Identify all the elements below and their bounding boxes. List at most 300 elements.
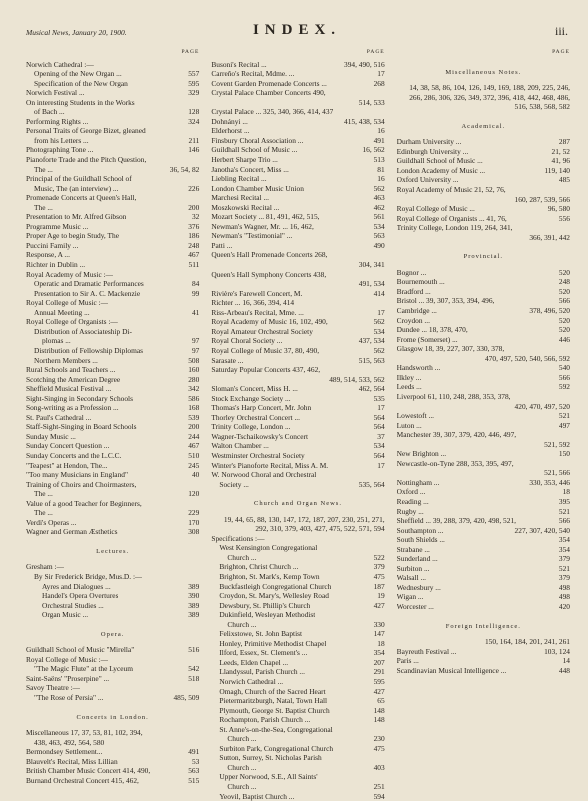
- entry-title: Burnand Orchestral Concert 415, 462,: [26, 775, 139, 785]
- index-entry: [211, 582, 384, 592]
- entry-pages: [566, 392, 570, 402]
- entry-pages: 420: [558, 601, 570, 611]
- entry-title: Opening of the New Organ ...: [34, 69, 122, 79]
- entry-title: Northern Members ...: [34, 355, 98, 365]
- index-entry: [26, 470, 199, 480]
- entry-pages: 521, 592: [544, 439, 570, 449]
- index-entry: [211, 461, 384, 471]
- entry-pages: 342: [188, 384, 200, 394]
- entry-pages: 18: [562, 487, 570, 497]
- entry-pages: 268: [373, 78, 385, 88]
- index-column-3: [397, 48, 570, 801]
- index-entry: [26, 165, 199, 175]
- index-entry: [26, 279, 199, 289]
- index-entry: [26, 231, 199, 241]
- entry-title: Operatic and Dramatic Performances: [34, 279, 144, 289]
- entry-title: Royal College of Music :—: [26, 654, 109, 664]
- entry-title: Nottingham ...: [396, 477, 440, 487]
- index-entry: [211, 203, 384, 213]
- entry-pages: [381, 470, 385, 480]
- entry-pages: 160: [188, 365, 200, 375]
- index-entry: [397, 647, 570, 657]
- entry-title: Surbiton ...: [396, 563, 430, 573]
- index-entry: [211, 772, 384, 782]
- entry-title: South Shields ...: [396, 535, 445, 545]
- index-entry: [26, 317, 199, 327]
- page-number: iii.: [554, 24, 568, 38]
- entry-title: Brighton, Christ Church ...: [219, 562, 299, 572]
- index-entry: [26, 327, 199, 337]
- entry-pages: 564: [373, 422, 385, 432]
- index-entry: [26, 98, 199, 108]
- index-entry: [397, 382, 570, 392]
- entry-title: Brighton, St. Mark's, Kemp Town: [219, 571, 320, 581]
- entry-title: Promenade Concerts at Queen's Hall,: [26, 193, 137, 203]
- entry-pages: 595: [373, 677, 385, 686]
- entry-pages: 415, 438, 534: [344, 116, 385, 126]
- entry-pages: 437, 534: [358, 336, 385, 346]
- entry-pages: 200: [188, 422, 200, 432]
- entry-title: Gresham :—: [26, 562, 64, 572]
- entry-pages: 539: [188, 412, 200, 422]
- index-entry: [397, 335, 570, 345]
- entry-title: Omagh, Church of the Sacred Heart: [219, 686, 326, 696]
- index-entry: [211, 620, 384, 630]
- index-entry: [26, 270, 199, 280]
- entry-title: Dundee ... 18, 378, 470,: [396, 325, 468, 335]
- index-entry: [211, 696, 384, 706]
- entry-pages: 446: [558, 334, 570, 344]
- index-entry: [26, 403, 199, 413]
- index-entry: [211, 317, 384, 327]
- entry-pages: 41, 96: [551, 156, 570, 166]
- entry-pages: 497: [558, 420, 570, 430]
- index-entry: [26, 693, 199, 703]
- index-entry: [26, 413, 199, 423]
- entry-pages: 427: [373, 686, 385, 696]
- index-entry: [397, 185, 570, 195]
- index-entry: [211, 451, 384, 461]
- entry-pages: [195, 298, 199, 308]
- entry-pages: 467: [188, 441, 200, 451]
- entry-pages: 244: [188, 431, 200, 441]
- entry-title: Croydon, St. Mary's, Wellesley Road: [219, 591, 329, 601]
- entry-pages: [195, 728, 199, 738]
- index-entry: [397, 487, 570, 497]
- index-entry: [211, 365, 384, 375]
- entry-pages: 150: [558, 449, 570, 459]
- index-entry: [397, 573, 570, 583]
- entry-pages: 36, 54, 82: [169, 164, 200, 174]
- index-entry: [397, 316, 570, 326]
- entry-title: Pianoforte Trade and the Pitch Question,: [26, 155, 147, 165]
- index-entry: [211, 413, 384, 423]
- entry-pages: 248: [188, 240, 200, 250]
- index-entry: [397, 268, 570, 278]
- index-entry: [211, 98, 384, 108]
- page-title: INDEX.: [252, 22, 342, 38]
- entry-pages: 65: [377, 696, 385, 706]
- entry-title: Royal College of Organists :—: [26, 317, 118, 327]
- entry-pages: [195, 327, 199, 337]
- index-entry: [211, 480, 384, 490]
- index-entry: [211, 394, 384, 404]
- entry-title: Sunday Concert Question ...: [26, 441, 110, 451]
- index-entry: [397, 526, 570, 536]
- entry-title: Personal Traits of George Bizet, gleaned: [26, 126, 146, 136]
- entry-pages: 354: [373, 648, 385, 658]
- entry-title: The ...: [34, 164, 53, 174]
- entries-opera: [26, 645, 199, 702]
- index-entry: [397, 287, 570, 297]
- entry-title: Leeds, Elden Chapel ...: [219, 657, 289, 667]
- entry-pages: 211: [188, 135, 200, 145]
- index-entry: [397, 497, 570, 507]
- entry-pages: 490: [373, 240, 385, 250]
- index-entry: [397, 602, 570, 612]
- index-entry: [211, 231, 384, 241]
- entry-title: Orchestral Studies ...: [42, 600, 104, 610]
- index-entry: [26, 422, 199, 432]
- entry-title: Guildhall School of Music "Mirella": [26, 645, 135, 655]
- entry-pages: [381, 270, 385, 280]
- entry-pages: 207: [373, 657, 385, 667]
- index-entry: [26, 203, 199, 213]
- entry-pages: [195, 174, 199, 184]
- entry-pages: [195, 499, 199, 509]
- index-entry: [211, 174, 384, 184]
- entry-title: Specifications :—: [211, 533, 265, 543]
- entry-pages: 592: [558, 382, 570, 392]
- entry-pages: 324: [188, 116, 200, 126]
- index-entry: [211, 250, 384, 260]
- entry-pages: 229: [188, 508, 200, 518]
- entry-title: Wednesbury ...: [396, 582, 441, 592]
- entry-pages: [195, 270, 199, 280]
- entry-pages: 187: [373, 581, 385, 591]
- entry-pages: 97: [191, 336, 200, 346]
- entry-title: Value of a good Teacher for Beginners,: [26, 498, 142, 508]
- entry-pages: 462: [373, 202, 385, 212]
- entry-pages: 18: [377, 638, 385, 648]
- entry-title: Felixstowe, St. John Baptist: [219, 629, 303, 639]
- entry-pages: 467: [188, 250, 200, 260]
- entry-title: Surbiton Park, Congregational Church: [219, 743, 334, 753]
- entry-title: Luton ...: [396, 420, 422, 430]
- entry-title: Janotha's Concert, Miss ...: [211, 164, 289, 174]
- index-entry: [26, 375, 199, 385]
- entry-pages: 498: [558, 582, 570, 592]
- index-entry: [26, 69, 199, 79]
- entry-pages: 498: [558, 592, 570, 602]
- entry-title: Plymouth, George St. Baptist Church: [219, 705, 330, 715]
- entry-pages: 475: [373, 743, 385, 753]
- index-entry: [211, 591, 384, 601]
- entry-title: of Bach ...: [34, 107, 65, 117]
- entry-pages: 491, 534: [358, 279, 385, 289]
- entry-title: Queen's Hall Promenade Concerts 268,: [211, 250, 328, 260]
- index-entry: [211, 753, 384, 763]
- entry-title: "The Rose of Persia" ...: [34, 693, 104, 702]
- entry-title: "Teapest" at Hendon, The...: [26, 460, 108, 470]
- entry-title: Manchester 39, 307, 379, 420, 446, 497,: [396, 430, 517, 440]
- entry-title: Southampton ...: [396, 525, 444, 535]
- index-entry: [26, 107, 199, 117]
- entry-pages: 81: [377, 164, 385, 174]
- index-entry: [26, 664, 199, 674]
- entry-pages: 513: [373, 155, 385, 165]
- index-entry: [211, 289, 384, 299]
- index-entry: [397, 507, 570, 517]
- entry-pages: 128: [188, 107, 200, 117]
- entry-pages: 463: [373, 193, 385, 203]
- entry-pages: 41: [191, 307, 200, 317]
- entry-pages: [381, 534, 385, 544]
- entry-pages: 17: [377, 69, 385, 79]
- entry-title: Church ...: [227, 782, 257, 792]
- entry-pages: 148: [373, 705, 385, 715]
- index-entry: [397, 214, 570, 224]
- entry-title: Photographing Tone ...: [26, 145, 94, 155]
- entry-title: Durham University ...: [396, 137, 462, 147]
- entry-title: Handel's Opera Overtures: [42, 591, 119, 601]
- entry-title: Dewsbury, St. Phillip's Church: [219, 600, 311, 610]
- entry-title: St. Paul's Cathedral ...: [26, 412, 92, 422]
- index-entry: [26, 728, 199, 738]
- entry-title: Blauvelt's Recital, Miss Lillian: [26, 756, 118, 766]
- index-column-2: [211, 48, 384, 801]
- index-entry: [211, 212, 384, 222]
- index-columns: [26, 48, 570, 801]
- entry-title: Principal of the Guildhall School of: [26, 174, 132, 184]
- entry-pages: [195, 572, 199, 582]
- entries-academical: [397, 137, 570, 242]
- index-entry: [397, 656, 570, 666]
- entry-title: Wagner-Tschaikowsky's Concert: [211, 431, 309, 441]
- entry-title: Bermondsey Settlement...: [26, 747, 103, 757]
- section-heading-academical: Academical.: [461, 122, 506, 130]
- entry-pages: [381, 298, 385, 308]
- entry-pages: [566, 185, 570, 195]
- index-entry: [397, 277, 570, 287]
- index-entry: [26, 572, 199, 582]
- entry-title: Royal Academy of Music :—: [26, 269, 114, 279]
- entry-title: Sloman's Concert, Miss H. ...: [211, 384, 298, 394]
- index-entry: [211, 725, 384, 735]
- index-entry: [397, 363, 570, 373]
- entry-pages: [381, 610, 385, 620]
- entry-pages: 595: [188, 78, 200, 88]
- entry-pages: 379: [558, 554, 570, 564]
- entry-pages: [566, 459, 570, 469]
- entry-pages: 186: [188, 231, 200, 241]
- entry-pages: 378, 496, 520: [529, 306, 570, 316]
- index-entry: [211, 734, 384, 744]
- index-entry: [211, 639, 384, 649]
- entry-pages: 485: [558, 175, 570, 185]
- entry-pages: 520: [558, 267, 570, 277]
- index-entry: [211, 184, 384, 194]
- entry-title: Newcastle-on-Tyne 288, 353, 395, 497,: [396, 458, 514, 468]
- index-entry: [26, 441, 199, 451]
- index-entry: [26, 461, 199, 471]
- misc-notes-pages: 14, 38, 58, 86, 104, 126, 149, 169, 188, 209, 225, 246, 266, 286, 306, 326, 349, 372, 396, 418, 442, 468, 486, 516, 538, 568, 582: [409, 83, 570, 112]
- entry-pages: 462, 564: [358, 384, 385, 394]
- index-entry: [26, 747, 199, 757]
- entry-title: Richter ... 16, 366, 394, 414: [211, 298, 295, 308]
- entry-title: Trinity College, London ...: [211, 422, 291, 432]
- section-heading-foreign: Foreign Intelligence.: [445, 622, 521, 630]
- entry-pages: 280: [188, 374, 200, 384]
- entry-pages: 566: [558, 516, 570, 526]
- entry-pages: 330, 353, 446: [529, 477, 570, 487]
- entry-title: Honley, Primitive Methodist Chapel: [219, 638, 327, 648]
- index-entry: [211, 562, 384, 572]
- index-entry: [211, 145, 384, 155]
- entry-pages: 562: [373, 317, 385, 327]
- entry-title: Rivière's Farewell Concert, M.: [211, 288, 303, 298]
- entry-pages: 520: [558, 325, 570, 335]
- entry-pages: 248: [558, 277, 570, 287]
- entries-specifications: [211, 543, 384, 801]
- index-entry: [26, 499, 199, 509]
- entry-pages: 330: [373, 619, 385, 629]
- index-entry: [26, 212, 199, 222]
- entry-pages: 120: [188, 489, 200, 499]
- entry-title: Winter's Pianoforte Recital, Miss A. M.: [211, 460, 329, 470]
- entry-title: Oxford University ...: [396, 175, 459, 185]
- entry-pages: 389: [188, 600, 200, 610]
- index-entry: [211, 336, 384, 346]
- index-entry: [26, 155, 199, 165]
- entry-title: London Academy of Music ...: [396, 165, 486, 175]
- index-entry: [26, 250, 199, 260]
- entry-pages: 230: [373, 734, 385, 744]
- running-header: [26, 22, 568, 42]
- entry-title: Crystal Palace ... 325, 340, 366, 414, 437: [211, 107, 334, 117]
- entry-title: Rochampton, Parish Church ...: [219, 715, 311, 725]
- entry-pages: 515, 563: [358, 355, 385, 365]
- index-entry: [26, 136, 199, 146]
- entry-title: Presentation to Mr. Alfred Gibson: [26, 212, 127, 222]
- index-entry: [26, 241, 199, 251]
- entry-pages: [381, 250, 385, 260]
- index-entry: [211, 572, 384, 582]
- entry-pages: 521: [558, 506, 570, 516]
- entry-title: Ilkley ...: [396, 372, 422, 382]
- entry-pages: 226: [188, 183, 200, 193]
- entry-title: Llandyssul, Parish Church ...: [219, 667, 305, 677]
- entry-title: Upper Norwood, S.E., All Saints': [219, 772, 318, 782]
- index-entry: [397, 156, 570, 166]
- entry-title: Sunday Music ...: [26, 431, 76, 441]
- index-entry: [26, 508, 199, 518]
- index-entry: [26, 738, 199, 748]
- index-entry: [397, 325, 570, 335]
- index-entry: [211, 346, 384, 356]
- entry-pages: 470, 497, 520, 540, 566, 592: [484, 353, 570, 363]
- index-entry: [397, 666, 570, 676]
- index-entry: [211, 792, 384, 801]
- entry-title: Sheffield Musical Festival ...: [26, 384, 112, 394]
- index-entry: [26, 184, 199, 194]
- entry-title: Lowestoft ...: [396, 411, 435, 421]
- entry-title: Finsbury Choral Association ...: [211, 135, 304, 145]
- entry-title: Wigan ...: [396, 592, 424, 602]
- index-entry: [26, 289, 199, 299]
- entry-pages: 19: [377, 591, 385, 601]
- entry-title: Presentation to Sir A. C. Mackenzie: [34, 288, 141, 298]
- index-entry: [397, 478, 570, 488]
- entry-title: Leeds ...: [396, 382, 422, 392]
- entry-title: plomas ...: [42, 336, 71, 346]
- church-news-pages: 19, 44, 65, 88, 130, 147, 172, 187, 207, 230, 251, 271, 292, 310, 379, 403, 427, 475, 522, 571, 594: [223, 514, 385, 534]
- index-entry: [26, 766, 199, 776]
- entry-pages: 245: [188, 460, 200, 470]
- entry-title: W. Norwood Choral and Orchestral: [211, 470, 317, 480]
- index-entry: [397, 354, 570, 364]
- entry-title: Ilford, Essex, St. Clement's ...: [219, 648, 308, 658]
- entry-title: Staff-Sight-Singing in Board Schools: [26, 422, 137, 432]
- entry-pages: 564: [373, 412, 385, 422]
- entry-title: Bognor ...: [396, 267, 427, 277]
- section-heading-opera: Opera.: [100, 630, 125, 638]
- entry-pages: [381, 772, 385, 782]
- section-heading-concerts: Concerts in London.: [76, 713, 149, 721]
- index-entry: [26, 432, 199, 442]
- entry-pages: 17: [377, 403, 385, 413]
- index-entry: [26, 193, 199, 203]
- index-entry: [211, 260, 384, 270]
- entry-pages: 562: [373, 183, 385, 193]
- entry-pages: 394, 490, 516: [344, 59, 385, 69]
- entry-title: Strabane ...: [396, 544, 430, 554]
- entry-pages: 150, 164, 184, 201, 241, 261: [484, 637, 570, 647]
- entry-title: Marchesi Recital ...: [211, 193, 269, 203]
- entry-pages: 168: [188, 403, 200, 413]
- index-entry: [211, 677, 384, 687]
- entry-title: Thomas's Harp Concert, Mr. John: [211, 403, 312, 413]
- entry-pages: 563: [373, 231, 385, 241]
- entry-pages: [195, 193, 199, 203]
- index-entry: [211, 441, 384, 451]
- entry-title: Liebling Recital ...: [211, 174, 267, 184]
- index-entry: [211, 222, 384, 232]
- entry-pages: 16: [377, 126, 385, 136]
- entry-pages: 557: [188, 69, 200, 79]
- index-entry: [397, 195, 570, 205]
- entry-pages: 521: [558, 563, 570, 573]
- index-entry: [397, 554, 570, 564]
- index-entry: [211, 543, 384, 553]
- index-entry: [211, 69, 384, 79]
- entry-title: Reading ...: [396, 496, 429, 506]
- entry-pages: [195, 155, 199, 165]
- index-entry: [211, 79, 384, 89]
- entry-pages: 542: [188, 664, 200, 674]
- entry-pages: 304, 341: [358, 260, 385, 270]
- index-entry: [211, 610, 384, 620]
- entry-title: Bradford ...: [396, 286, 431, 296]
- entry-title: Cambridge ...: [396, 306, 437, 316]
- entry-title: Savoy Theatre :—: [26, 683, 81, 693]
- entry-title: Wagner and German Æsthetics: [26, 527, 118, 537]
- entry-pages: 84: [191, 279, 200, 289]
- index-entry: [26, 145, 199, 155]
- entry-title: Croydon ...: [396, 315, 430, 325]
- entry-pages: 354: [558, 544, 570, 554]
- entry-title: British Chamber Music Concert 414, 490,: [26, 766, 151, 776]
